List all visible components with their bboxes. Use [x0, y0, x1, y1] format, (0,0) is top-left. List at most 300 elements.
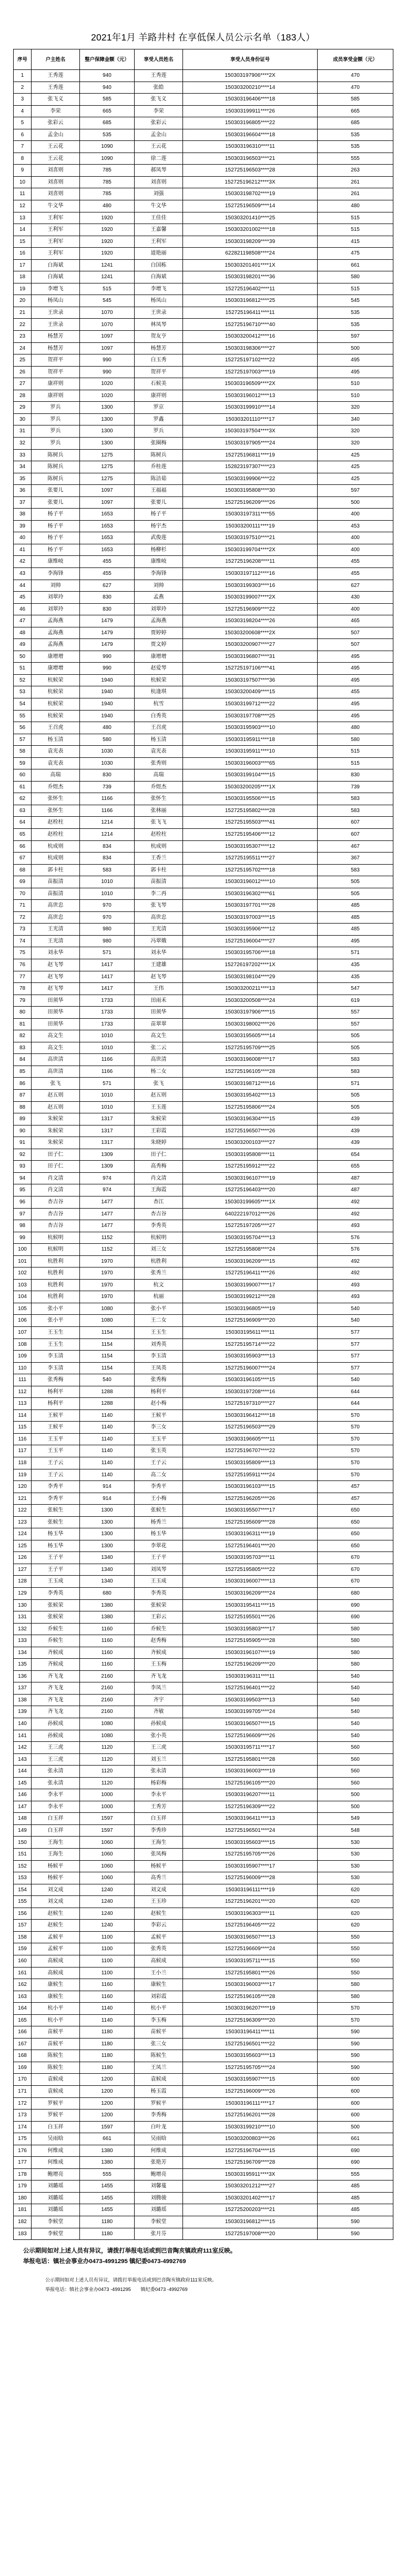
- cell-member: 杨玉清: [135, 734, 183, 746]
- cell-id_number: 152726197202****1X: [183, 959, 318, 971]
- cell-household: 刘璐瑶: [32, 2204, 80, 2216]
- table-row: [14, 331, 393, 343]
- cell-member: 王利军: [135, 236, 183, 248]
- table-row: [14, 829, 393, 841]
- cell-household: 高文生: [32, 1042, 80, 1054]
- cell-index: 164: [14, 2003, 32, 2015]
- cell-member_amount: 590: [318, 2062, 393, 2074]
- cell-member: 牛文华: [135, 200, 183, 212]
- cell-member_amount: 467: [318, 840, 393, 853]
- cell-id_number: 152725196403****20: [183, 1184, 318, 1196]
- cell-id_number: 150303197003****15: [183, 911, 318, 924]
- cell-id_number: 150303199704****2X: [183, 544, 318, 556]
- cell-household_amount: 1275: [80, 461, 135, 473]
- cell-index: 81: [14, 1018, 32, 1030]
- cell-household_amount: 1241: [80, 271, 135, 283]
- cell-member_amount: 495: [318, 935, 393, 947]
- table-row: [14, 1078, 393, 1090]
- cell-household_amount: 1154: [80, 1338, 135, 1351]
- cell-household: 高世忠: [32, 911, 80, 924]
- cell-index: 106: [14, 1315, 32, 1327]
- cell-id_number: 152725197106****41: [183, 663, 318, 675]
- cell-member_amount: 580: [318, 1659, 393, 1671]
- table-row: [14, 1007, 393, 1019]
- cell-index: 70: [14, 888, 32, 900]
- cell-household: 杭候荣: [32, 710, 80, 722]
- cell-household_amount: 1733: [80, 1018, 135, 1030]
- cell-id_number: 150303199605****1X: [183, 1196, 318, 1208]
- cell-member: 林凤琴: [135, 319, 183, 331]
- cell-index: 89: [14, 1113, 32, 1125]
- cell-household_amount: 990: [80, 663, 135, 675]
- cell-household_amount: 940: [80, 70, 135, 82]
- table-row: [14, 1552, 393, 1564]
- cell-household: 张候生: [32, 1505, 80, 1517]
- cell-member_amount: 492: [318, 1208, 393, 1220]
- table-row: [14, 532, 393, 544]
- cell-id_number: 150303198209****39: [183, 236, 318, 248]
- cell-household_amount: 785: [80, 176, 135, 188]
- cell-member_amount: 480: [318, 722, 393, 734]
- cell-member_amount: 540: [318, 1670, 393, 1682]
- cell-id_number: 152725197003****19: [183, 366, 318, 378]
- cell-id_number: 150303196503****21: [183, 153, 318, 165]
- cell-index: 6: [14, 129, 32, 141]
- table-row: [14, 876, 393, 888]
- table-row: [14, 1718, 393, 1730]
- cell-member_amount: 665: [318, 105, 393, 117]
- cell-member: 赵小梅: [135, 1398, 183, 1410]
- table-row: [14, 1908, 393, 1920]
- cell-member_amount: 425: [318, 473, 393, 485]
- cell-member_amount: 485: [318, 924, 393, 936]
- cell-member: 刘帅: [135, 580, 183, 592]
- cell-id_number: 150303198201****36: [183, 271, 318, 283]
- cell-household_amount: 1100: [80, 1955, 135, 1967]
- cell-member: 张林丽: [135, 805, 183, 817]
- cell-index: 49: [14, 639, 32, 651]
- cell-index: 107: [14, 1326, 32, 1338]
- cell-member_amount: 690: [318, 1599, 393, 1611]
- cell-household: 张要儿: [32, 485, 80, 497]
- cell-member_amount: 425: [318, 461, 393, 473]
- cell-member_amount: 570: [318, 2014, 393, 2026]
- cell-household: 张秀梅: [32, 1374, 80, 1386]
- cell-id_number: 150303196209****24: [183, 1588, 318, 1600]
- cell-index: 115: [14, 1422, 32, 1434]
- cell-member: 王小兰: [135, 1967, 183, 1979]
- cell-id_number: 150303196302****61: [183, 888, 318, 900]
- table-row: [14, 757, 393, 769]
- cell-member_amount: 540: [318, 1315, 393, 1327]
- cell-household: 杭小平: [32, 2003, 80, 2015]
- cell-household: 王玉平: [32, 1445, 80, 1457]
- cell-household_amount: 1317: [80, 1137, 135, 1149]
- cell-id_number: 150303196105****15: [183, 1374, 318, 1386]
- cell-member: 贺祥平: [135, 366, 183, 378]
- table-header: [14, 49, 393, 70]
- cell-member: 王秀莲: [135, 70, 183, 82]
- table-row: [14, 1481, 393, 1493]
- cell-id_number: 152725195905****28: [183, 1635, 318, 1647]
- cell-id_number: 152725196004****27: [183, 935, 318, 947]
- cell-household_amount: 1160: [80, 1647, 135, 1659]
- cell-id_number: 152725196411****11: [183, 307, 318, 319]
- cell-index: 178: [14, 2168, 32, 2181]
- cell-index: 122: [14, 1505, 32, 1517]
- table-row: [14, 1066, 393, 1078]
- cell-member: 王三虎: [135, 1742, 183, 1754]
- column-header-id-number: 享受人员身份证号: [183, 49, 318, 70]
- cell-member_amount: 670: [318, 1552, 393, 1564]
- cell-household_amount: 1010: [80, 1101, 135, 1113]
- cell-household_amount: 1060: [80, 1837, 135, 1849]
- cell-member: 王伟: [135, 983, 183, 995]
- table-row: [14, 1090, 393, 1102]
- cell-household_amount: 974: [80, 1184, 135, 1196]
- cell-index: 76: [14, 959, 32, 971]
- cell-member: 李永平: [135, 1789, 183, 1801]
- roster-table-container: [0, 49, 406, 2240]
- table-row: [14, 840, 393, 853]
- table-row: [14, 437, 393, 449]
- cell-id_number: 150303196311****19: [183, 1528, 318, 1540]
- cell-index: 182: [14, 2216, 32, 2228]
- cell-household: 刘文成: [32, 1896, 80, 1908]
- cell-member_amount: 590: [318, 2216, 393, 2228]
- cell-id_number: 152725195609****28: [183, 1516, 318, 1528]
- cell-member: 贺友亨: [135, 331, 183, 343]
- cell-index: 85: [14, 1066, 32, 1078]
- cell-household: 赵候生: [32, 1908, 80, 1920]
- cell-index: 41: [14, 544, 32, 556]
- table-row: [14, 2204, 393, 2216]
- cell-household: 田子仁: [32, 1149, 80, 1161]
- cell-member: 张小平: [135, 1303, 183, 1315]
- cell-household: 陈候生: [32, 2050, 80, 2062]
- table-row: [14, 1967, 393, 1979]
- cell-member_amount: 619: [318, 995, 393, 1007]
- cell-household: 杏吉谷: [32, 1208, 80, 1220]
- cell-index: 37: [14, 496, 32, 509]
- cell-household: 王利军: [32, 248, 80, 260]
- cell-household_amount: 1597: [80, 1813, 135, 1825]
- cell-member_amount: 644: [318, 1386, 393, 1398]
- cell-index: 124: [14, 1528, 32, 1540]
- cell-member: 张皓: [135, 82, 183, 94]
- table-row: [14, 1896, 393, 1908]
- cell-member: 白国栋: [135, 259, 183, 271]
- cell-member: 王彩云: [135, 1611, 183, 1624]
- cell-id_number: 152725197310****27: [183, 1398, 318, 1410]
- cell-household_amount: 1180: [80, 2228, 135, 2240]
- cell-index: 93: [14, 1161, 32, 1173]
- cell-member_amount: 485: [318, 2192, 393, 2204]
- cell-member_amount: 690: [318, 2145, 393, 2157]
- cell-member_amount: 690: [318, 2157, 393, 2169]
- cell-member: 高候成: [135, 1955, 183, 1967]
- table-row: [14, 698, 393, 710]
- cell-household_amount: 1940: [80, 698, 135, 710]
- cell-id_number: 150303197906****2X: [183, 70, 318, 82]
- table-row: [14, 959, 393, 971]
- cell-id_number: 150303201110****17: [183, 413, 318, 425]
- cell-id_number: 152725196208****11: [183, 556, 318, 568]
- cell-index: 137: [14, 1682, 32, 1695]
- table-row: [14, 746, 393, 758]
- cell-household_amount: 1240: [80, 1884, 135, 1896]
- cell-household: 杨玉清: [32, 734, 80, 746]
- cell-member_amount: 548: [318, 1824, 393, 1837]
- cell-household: 刘翠玲: [32, 603, 80, 615]
- table-row: [14, 94, 393, 106]
- cell-index: 12: [14, 200, 32, 212]
- cell-member: 康增增: [135, 651, 183, 663]
- cell-household_amount: 1653: [80, 509, 135, 521]
- cell-id_number: 150303195903****13: [183, 1351, 318, 1363]
- cell-member: 张要儿: [135, 496, 183, 509]
- table-row: [14, 2192, 393, 2204]
- cell-household: 刘文成: [32, 1884, 80, 1896]
- cell-index: 104: [14, 1291, 32, 1303]
- cell-household: 白玉祥: [32, 2121, 80, 2133]
- cell-household: 杭候荣: [32, 698, 80, 710]
- table-header-row: [14, 49, 393, 70]
- cell-member: 张秀英: [135, 1943, 183, 1955]
- table-row: [14, 2145, 393, 2157]
- cell-household: 张小平: [32, 1303, 80, 1315]
- cell-household: 张要儿: [32, 496, 80, 509]
- table-row: [14, 2110, 393, 2122]
- cell-member: 武俊莲: [135, 532, 183, 544]
- cell-member_amount: 495: [318, 366, 393, 378]
- cell-id_number: 150303196805****19: [183, 1303, 318, 1315]
- cell-household_amount: 540: [80, 1374, 135, 1386]
- cell-index: 43: [14, 567, 32, 580]
- table-row: [14, 141, 393, 153]
- cell-household_amount: 1300: [80, 1516, 135, 1528]
- cell-member: 田须华: [135, 1007, 183, 1019]
- cell-id_number: 150303197507****36: [183, 674, 318, 686]
- cell-household: 杨慧芳: [32, 331, 80, 343]
- cell-index: 79: [14, 995, 32, 1007]
- cell-member: 罗京: [135, 402, 183, 414]
- cell-household_amount: 1010: [80, 1042, 135, 1054]
- cell-household_amount: 1240: [80, 1896, 135, 1908]
- cell-household_amount: 834: [80, 853, 135, 865]
- cell-index: 26: [14, 366, 32, 378]
- cell-index: 1: [14, 70, 32, 82]
- cell-member: 李秀英: [135, 1588, 183, 1600]
- cell-household_amount: 1970: [80, 1291, 135, 1303]
- cell-household: 袁候成: [32, 2085, 80, 2097]
- cell-member_amount: 685: [318, 117, 393, 129]
- cell-household: 白海斌: [32, 271, 80, 283]
- cell-household: 陈树兵: [32, 449, 80, 461]
- cell-household: 王利军: [32, 224, 80, 236]
- cell-member_amount: 540: [318, 1718, 393, 1730]
- table-row: [14, 2133, 393, 2145]
- cell-member_amount: 485: [318, 2181, 393, 2193]
- table-row: [14, 1860, 393, 1872]
- cell-household: 王玉生: [32, 1326, 80, 1338]
- cell-member_amount: 540: [318, 1730, 393, 1742]
- cell-member_amount: 620: [318, 1920, 393, 1932]
- column-header-member: 享受人员姓名: [135, 49, 183, 70]
- cell-id_number: 150303195903****10: [183, 722, 318, 734]
- table-row: [14, 271, 393, 283]
- table-row: [14, 2228, 393, 2240]
- cell-member: 李三女: [135, 1422, 183, 1434]
- cell-index: 175: [14, 2133, 32, 2145]
- cell-index: 94: [14, 1172, 32, 1184]
- cell-index: 5: [14, 117, 32, 129]
- cell-household_amount: 1477: [80, 1196, 135, 1208]
- cell-household: 罗兵: [32, 413, 80, 425]
- cell-member_amount: 500: [318, 1789, 393, 1801]
- cell-index: 74: [14, 935, 32, 947]
- cell-index: 168: [14, 2050, 32, 2062]
- cell-household_amount: 1920: [80, 224, 135, 236]
- notice-section: [0, 2240, 406, 2295]
- cell-index: 40: [14, 532, 32, 544]
- cell-id_number: 150303196111****17: [183, 2097, 318, 2110]
- cell-id_number: 150303199911****26: [183, 105, 318, 117]
- cell-id_number: 152725197205****27: [183, 1220, 318, 1232]
- cell-household_amount: 571: [80, 1078, 135, 1090]
- table-row: [14, 1469, 393, 1481]
- cell-household_amount: 1288: [80, 1386, 135, 1398]
- cell-index: 23: [14, 331, 32, 343]
- cell-household: 康增增: [32, 663, 80, 675]
- table-row: [14, 390, 393, 402]
- cell-index: 99: [14, 1232, 32, 1244]
- cell-household: 孟候平: [32, 1931, 80, 1943]
- cell-member_amount: 661: [318, 259, 393, 271]
- cell-id_number: 150303200211****13: [183, 983, 318, 995]
- cell-id_number: 150303200412****16: [183, 331, 318, 343]
- cell-member_amount: 600: [318, 2110, 393, 2122]
- cell-household: 杨子平: [32, 532, 80, 544]
- table-row: [14, 1326, 393, 1338]
- cell-member: 孟金山: [135, 129, 183, 141]
- cell-household: 牛文华: [32, 200, 80, 212]
- cell-member_amount: 515: [318, 283, 393, 295]
- cell-index: 97: [14, 1208, 32, 1220]
- cell-household: 王子云: [32, 1469, 80, 1481]
- cell-household_amount: 980: [80, 935, 135, 947]
- cell-household_amount: 480: [80, 722, 135, 734]
- cell-id_number: 152725195503****41: [183, 817, 318, 829]
- cell-household: 杭成则: [32, 853, 80, 865]
- cell-member_amount: 320: [318, 425, 393, 438]
- cell-member: 张三女: [135, 2038, 183, 2050]
- cell-household: 李候堂: [32, 2216, 80, 2228]
- cell-index: 150: [14, 1837, 32, 1849]
- cell-member: 刘腾骏: [135, 2192, 183, 2204]
- cell-index: 108: [14, 1338, 32, 1351]
- cell-id_number: 150303196807****31: [183, 651, 318, 663]
- cell-household_amount: 914: [80, 1493, 135, 1505]
- table-row: [14, 781, 393, 793]
- table-row: [14, 769, 393, 782]
- cell-member_amount: 540: [318, 1706, 393, 1718]
- table-row: [14, 1753, 393, 1766]
- cell-index: 153: [14, 1872, 32, 1884]
- cell-household: 赵飞琴: [32, 983, 80, 995]
- table-row: [14, 864, 393, 876]
- table-row: [14, 1030, 393, 1042]
- cell-household: 肖文清: [32, 1172, 80, 1184]
- cell-member_amount: 439: [318, 1125, 393, 1137]
- table-row: [14, 935, 393, 947]
- cell-index: 135: [14, 1659, 32, 1671]
- cell-household: 李永平: [32, 1789, 80, 1801]
- cell-household_amount: 1340: [80, 1564, 135, 1576]
- cell-household_amount: 1166: [80, 1054, 135, 1066]
- cell-household: 王利军: [32, 212, 80, 224]
- cell-household: 吴雨晗: [32, 2133, 80, 2145]
- table-row: [14, 1244, 393, 1256]
- cell-member: 王子平: [135, 1552, 183, 1564]
- table-row: [14, 2026, 393, 2039]
- cell-member: 郭卡柱: [135, 864, 183, 876]
- cell-id_number: 152725196105****28: [183, 1991, 318, 2003]
- cell-member: 王召虎: [135, 722, 183, 734]
- cell-household_amount: 1152: [80, 1244, 135, 1256]
- cell-household: 杭胜利: [32, 1291, 80, 1303]
- cell-household_amount: 1300: [80, 1505, 135, 1517]
- cell-member_amount: 367: [318, 853, 393, 865]
- cell-member: 高世清: [135, 1054, 183, 1066]
- cell-member: 杭候明: [135, 1232, 183, 1244]
- table-row: [14, 82, 393, 94]
- cell-id_number: 150303201402****17: [183, 2192, 318, 2204]
- cell-member_amount: 492: [318, 1255, 393, 1267]
- table-row: [14, 425, 393, 438]
- cell-id_number: 152725196309****22: [183, 1801, 318, 1813]
- cell-member: 王秀芳: [135, 1801, 183, 1813]
- cell-household_amount: 455: [80, 556, 135, 568]
- cell-household_amount: 1140: [80, 1422, 135, 1434]
- cell-member: 何维成: [135, 2145, 183, 2157]
- table-row: [14, 1801, 393, 1813]
- cell-member_amount: 530: [318, 1837, 393, 1849]
- cell-member: 苗翠翠: [135, 1018, 183, 1030]
- table-row: [14, 1742, 393, 1754]
- cell-member: 李玉梅: [135, 2014, 183, 2026]
- cell-member_amount: 510: [318, 378, 393, 390]
- cell-id_number: 150303195711****17: [183, 1742, 318, 1754]
- cell-index: 151: [14, 1849, 32, 1861]
- cell-household_amount: 1380: [80, 1611, 135, 1624]
- cell-member_amount: 620: [318, 1884, 393, 1896]
- table-row: [14, 129, 393, 141]
- cell-member: 石候美: [135, 378, 183, 390]
- cell-household: 刘翠玲: [32, 592, 80, 604]
- cell-household_amount: 1160: [80, 1635, 135, 1647]
- cell-member_amount: 485: [318, 911, 393, 924]
- cell-id_number: 150303196003****19: [183, 1766, 318, 1778]
- cell-member_amount: 515: [318, 224, 393, 236]
- cell-household_amount: 1940: [80, 710, 135, 722]
- cell-household: 王子平: [32, 1552, 80, 1564]
- cell-index: 63: [14, 805, 32, 817]
- table-row: [14, 1422, 393, 1434]
- cell-id_number: 150303195307****12: [183, 840, 318, 853]
- cell-index: 95: [14, 1184, 32, 1196]
- table-row: [14, 1137, 393, 1149]
